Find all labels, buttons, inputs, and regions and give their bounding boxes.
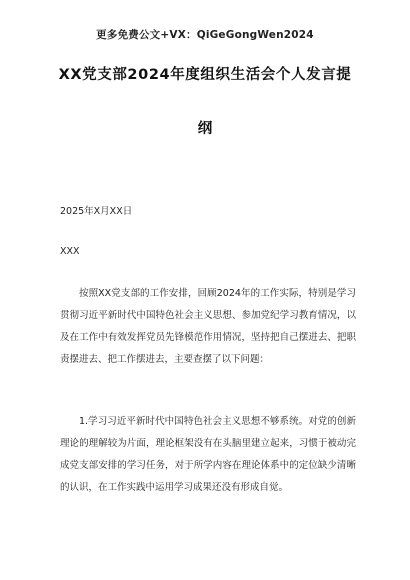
document-title-line-2: 纲 xyxy=(197,121,213,137)
intro-paragraph: 按照XX党支部的工作安排，回顾2024年的工作实际，特别是学习贯彻习近平新时代中国特色社会主义思想、参加党纪学习教育情况，以及在工作中有效发挥党员先锋模范作用情况，坚持把自己摆进去、把职责摆进去、把工作摆进去，主要查摆了以下问题： xyxy=(60,288,356,365)
watermark-header: 更多免费公文+VX：QiGeGongWen2024 xyxy=(96,29,314,41)
document-date: 2025年X月XX日 xyxy=(60,206,133,217)
point-1-paragraph: 1.学习习近平新时代中国特色社会主义思想不够系统。对党的创新理论的理解较为片面，理论框架没有在头脑里建立起来，习惯于被动完成党支部安排的学习任务，对于所学内容在理论体系中的定位缺少清晰的认识，在工作实践中运用学习成果还没有形成自觉。 xyxy=(60,416,356,493)
author-name: XXX xyxy=(60,246,80,257)
document-title-line-1: XX党支部2024年度组织生活会个人发言提 xyxy=(58,67,352,83)
